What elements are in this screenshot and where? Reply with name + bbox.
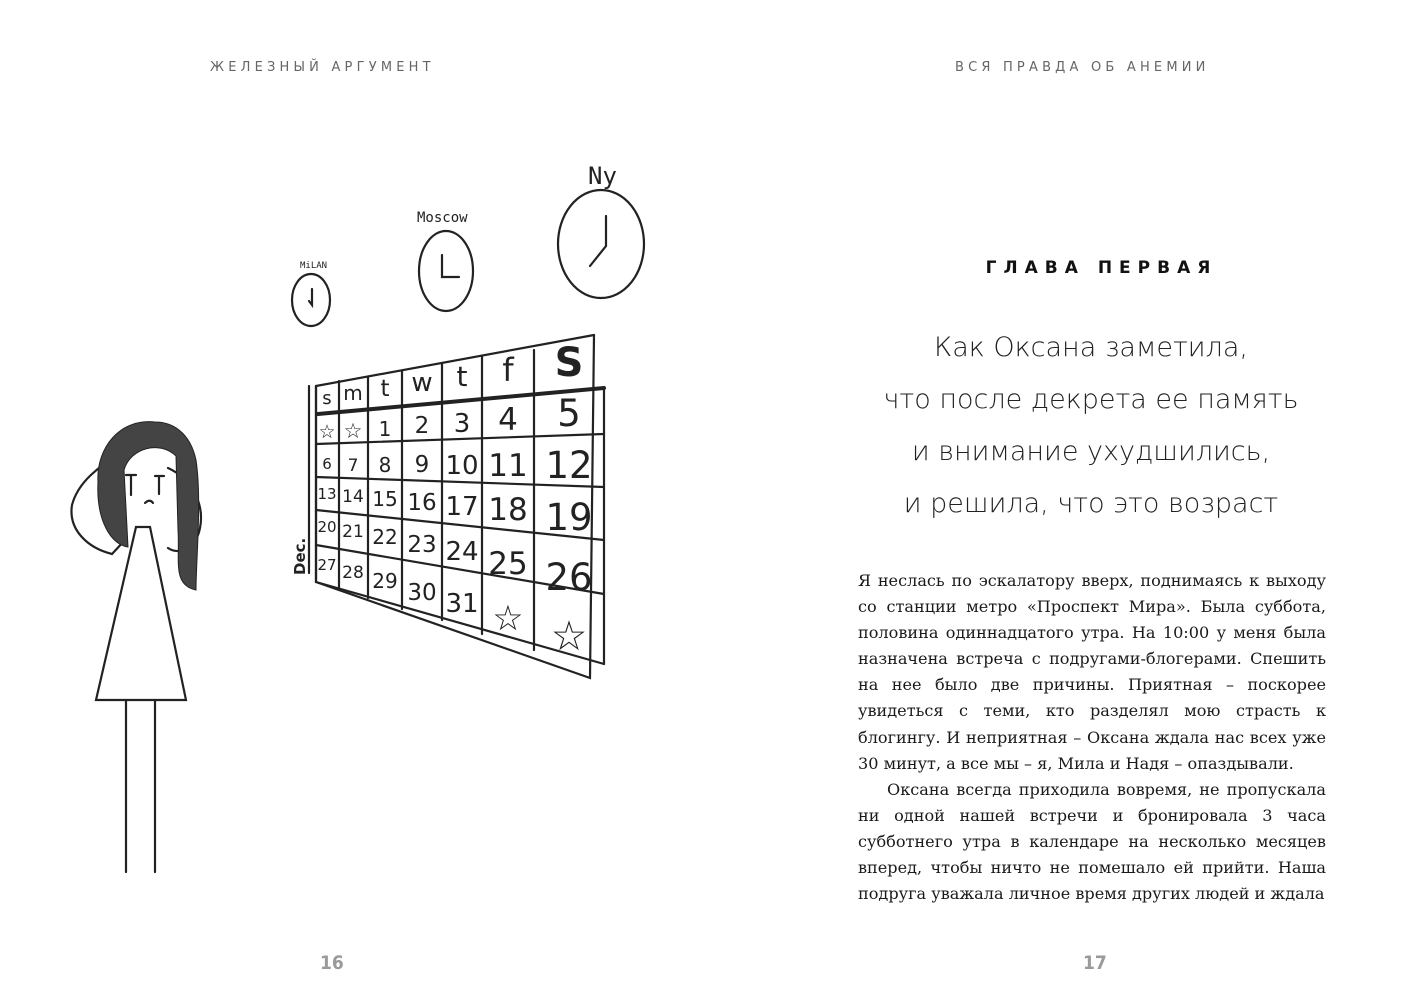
chapter-title-line: и решила, что это возраст bbox=[903, 488, 1279, 519]
calendar-day: 23 bbox=[407, 532, 437, 558]
calendar-weekday: t bbox=[456, 360, 468, 393]
calendar-day: 11 bbox=[488, 448, 528, 484]
calendar-day: 5 bbox=[557, 392, 581, 435]
calendar-weekday: s bbox=[322, 388, 332, 409]
clock-label-ny: Ny bbox=[588, 162, 617, 190]
calendar-day: 13 bbox=[317, 485, 337, 503]
paragraph: Оксана всегда приходила вовремя, не пропускала ни одной нашей встречи и бронировала 3 часа субботнего утра в календаре на несколько месяцев вперед, чтобы ничто не помешало ей прийти. Наша подруга уважала личное время других людей и ждала bbox=[858, 779, 1326, 904]
star-icon: ☆ bbox=[550, 612, 588, 660]
calendar-weekday: S bbox=[554, 340, 584, 386]
chapter-title-line: Как Оксана заметила, bbox=[934, 332, 1248, 363]
moscow-clock-icon bbox=[419, 231, 473, 311]
star-icon: ☆ bbox=[318, 421, 336, 443]
ny-clock-icon bbox=[558, 190, 644, 298]
calendar-day: 4 bbox=[498, 402, 518, 438]
calendar-day: 27 bbox=[317, 556, 337, 574]
calendar-weekday: f bbox=[502, 351, 514, 389]
calendar-day: 24 bbox=[445, 537, 479, 567]
calendar-day: 17 bbox=[445, 492, 479, 522]
calendar-day: 7 bbox=[347, 456, 359, 476]
right-running-head: ВСЯ ПРАВДА ОБ АНЕМИИ bbox=[955, 60, 1210, 75]
right-page-number: 17 bbox=[1083, 952, 1107, 974]
calendar-day: 2 bbox=[414, 413, 430, 439]
calendar-day: 22 bbox=[372, 525, 398, 549]
chapter-title-line: и внимание ухудшились, bbox=[911, 436, 1271, 467]
calendar-day: 14 bbox=[342, 487, 364, 507]
calendar-day: 10 bbox=[445, 451, 479, 481]
chapter-title-line: что после декрета ее память bbox=[883, 384, 1299, 415]
calendar-day: 21 bbox=[342, 522, 364, 542]
chapter-label: ГЛАВА ПЕРВАЯ bbox=[985, 258, 1218, 278]
calendar-day: 20 bbox=[317, 518, 337, 536]
paragraph: Я неслась по эскалатору вверх, поднимаясь к выходу со станции метро «Проспект Мира». Была суббота, половина одиннадцатого утра. На 10:00 у меня была назначена встреча с подругами-блогерами. Спешить на нее было две причины. Приятная – поскорее увидеться с теми, кто разделял мою страсть к блогингу. И неприятная – Оксана ждала нас всех уже 30 минут, а все мы – я, Мила и Надя – опаздывали. bbox=[858, 571, 1326, 773]
calendar-day: 19 bbox=[545, 496, 593, 539]
girl-hair bbox=[98, 422, 199, 590]
calendar-day: 9 bbox=[414, 452, 430, 478]
calendar-day: 12 bbox=[545, 444, 593, 487]
calendar-day: 29 bbox=[372, 569, 398, 593]
calendar-weekday: t bbox=[380, 376, 390, 402]
chapter-title bbox=[841, 322, 1341, 530]
calendar-day: 18 bbox=[488, 492, 528, 528]
calendar-month-label: Dec. bbox=[291, 537, 309, 575]
calendar-weekday: m bbox=[343, 381, 363, 405]
star-icon: ☆ bbox=[492, 599, 524, 639]
calendar-day: 30 bbox=[407, 580, 437, 606]
calendar-day: 3 bbox=[453, 409, 471, 439]
clock-label-moscow: Moscow bbox=[417, 210, 468, 226]
milan-clock-icon bbox=[292, 274, 330, 326]
body-text bbox=[858, 568, 1326, 907]
clock-label-milan: MiLAN bbox=[300, 261, 328, 271]
calendar-day: 16 bbox=[407, 490, 437, 516]
calendar-day: 8 bbox=[378, 453, 392, 477]
calendar-day: 25 bbox=[488, 546, 528, 582]
calendar-day: 1 bbox=[378, 417, 392, 441]
calendar-day: 15 bbox=[372, 487, 398, 511]
calendar-day: 31 bbox=[445, 589, 479, 619]
star-icon: ☆ bbox=[343, 419, 363, 443]
calendar-weekday: w bbox=[411, 368, 433, 398]
right-page bbox=[711, 0, 1422, 1000]
calendar-day: 6 bbox=[322, 455, 332, 473]
calendar-day: 26 bbox=[545, 556, 593, 599]
left-page-number: 16 bbox=[320, 952, 344, 974]
left-running-head: ЖЕЛЕЗНЫЙ АРГУМЕНТ bbox=[210, 60, 435, 75]
calendar-day: 28 bbox=[342, 563, 364, 583]
